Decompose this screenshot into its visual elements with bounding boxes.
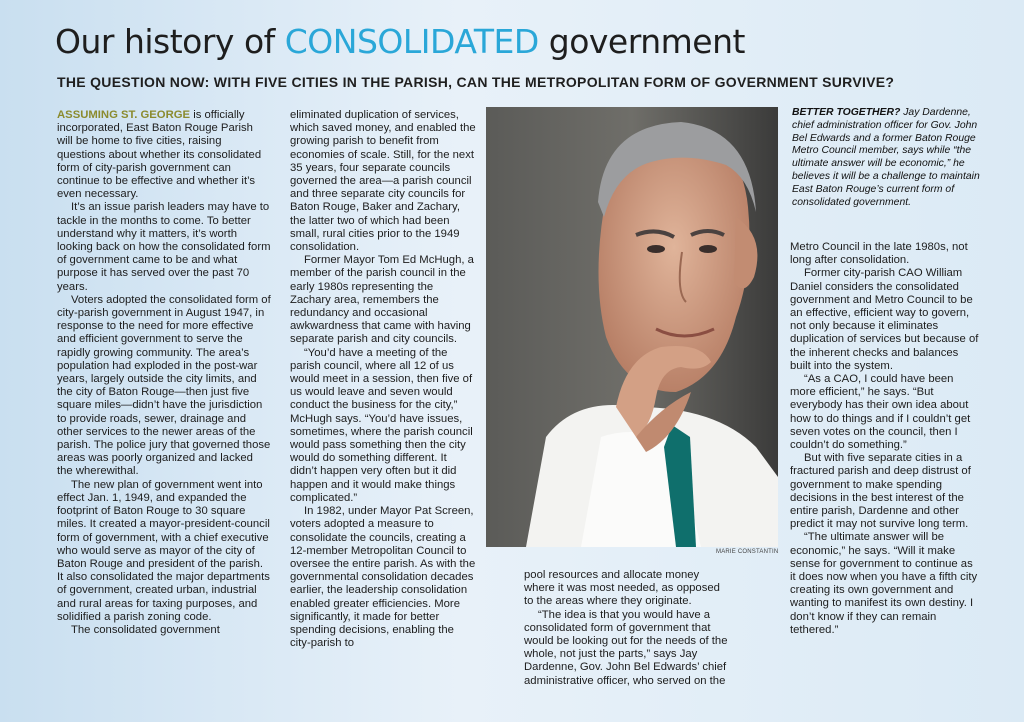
paragraph: It’s an issue parish leaders may have to tackle in the months to come. To better understand why it matters, it’s worth looking back on how the consolidated form of government came to be and what purpose it has served over the past 70 years.	[57, 201, 271, 293]
column-1	[57, 109, 271, 637]
lead-in: ASSUMING ST. GEORGE	[57, 109, 191, 121]
paragraph: The consolidated government	[71, 623, 220, 636]
paragraph: “The ultimate answer will be economic,” he says. “Will it make sense for government to continue as it does now when you have a fifth city creating its own government and wanting to manifest its own destiny. I don’t know if they can remain tethered.”	[790, 531, 978, 636]
headline-post: government	[538, 22, 745, 61]
photo-caption	[792, 107, 980, 209]
headline	[55, 22, 745, 61]
photo-credit: MARIE CONSTANTIN	[716, 549, 779, 555]
paragraph: In 1982, under Mayor Pat Screen, voters adopted a measure to consolidate the councils, creating a 12-member Metropolitan Council to oversee the entire parish. As with the governmental consolidation decades earlier, the leadership consolidation enabled greater efficiencies. More significantly, it made for better spending decisions, enabling the city-parish to	[290, 505, 476, 650]
portrait-photo	[486, 107, 778, 547]
paragraph	[57, 109, 271, 201]
paragraph: pool resources and allocate money where it was most needed, as opposed to the areas where they originate.	[524, 569, 720, 608]
paragraph: But with five separate cities in a fractured parish and deep distrust of government to make spending decisions in the best interest of the entire parish, Dardenne and other predict it may not survive long term.	[790, 452, 971, 531]
paragraph: The new plan of government went into effect Jan. 1, 1949, and expanded the footprint of Baton Rouge to 30 square miles. It created a mayor-president-council form of government, with a chief executive who would serve as mayor of the city of Baton Rouge and president of the parish. It also consolidated the major departments of government, created urban, industrial and rural areas for taxing purposes, and solidified a parish zoning code.	[57, 478, 270, 623]
column-3	[524, 569, 730, 688]
paragraph: “As a CAO, I could have been more efficient,” he says. “But everybody has their own idea about how to do things and if I couldn’t get seven votes on the council, then I couldn’t do something.”	[790, 373, 971, 452]
column-4	[790, 241, 980, 637]
subheadline: THE QUESTION NOW: WITH FIVE CITIES IN THE PARISH, CAN THE METROPOLITAN FORM OF GOVERNMENT SURVIVE?	[57, 74, 895, 90]
paragraph: eliminated duplication of services, which saved money, and enabled the growing parish to benefit from economies of scale. Still, for the next 35 years, four separate councils governed the area—a parish council and three separate city councils for Baton Rouge, Baker and Zachary, the latter two of which had been small, rural cities prior to the 1949 consolidation.	[290, 109, 476, 254]
headline-highlight: CONSOLIDATED	[284, 22, 539, 61]
paragraph: “You’d have a meeting of the parish council, where all 12 of us would meet in a session, then five of us would leave and seven would conduct the business for the city,” McHugh says. “You’d have issues, sometimes, where the parish council would pass something then the city would do something different. It didn’t happen very often but it did happen and it would make things complicated.”	[290, 346, 473, 504]
paragraph: Voters adopted the consolidated form of city-parish government in August 1947, in response to the need for more effective and efficient government to serve the rapidly growing community. The area’s population had exploded in the post-war years, largely outside the city limits, and the city of Baton Rouge—then just five square miles—didn’t have the jurisdiction to provide roads, sewer, drainage and other services to the newer areas of the parish. The police jury that governed those areas was poorly organized and lacked the wherewithal.	[57, 293, 271, 478]
paragraph: Metro Council in the late 1980s, not long after consolidation.	[790, 241, 968, 267]
column-2	[290, 109, 476, 650]
headline-pre: Our history of	[55, 22, 285, 61]
paragraph: Former Mayor Tom Ed McHugh, a member of the parish council in the early 1980s representing the Zachary area, remembers the redundancy and occasional awkwardness that came with having separate parish and city councils.	[290, 254, 474, 346]
caption-lead: BETTER TOGETHER?	[792, 107, 901, 118]
portrait-illustration	[486, 107, 778, 547]
paragraph: “The idea is that you would have a consolidated form of government that would be looking out for the needs of the whole, not just the parts,” says Jay Dardenne, Gov. John Bel Edwards’ chief administrative officer, who served on the	[524, 608, 728, 687]
paragraph: Former city-parish CAO William Daniel considers the consolidated government and Metro Council to be an effective, efficient way to govern, not only because it eliminates duplication of services but because of the inherent checks and balances built into the system.	[790, 267, 979, 372]
caption-text: Jay Dardenne, chief administration officer for Gov. John Bel Edwards and a former Baton Rouge Metro Council member, says while “the ultimate answer will be economic,” he believes it will be a challenge to maintain East Baton Rouge’s current form of consolidated government.	[792, 107, 980, 208]
lead-paragraph-text: is officially incorporated, East Baton Rouge Parish will be home to five cities, raising questions about whether its consolidated form of city-parish government can continue to be effective and whether it’s even necessary.	[57, 109, 262, 201]
